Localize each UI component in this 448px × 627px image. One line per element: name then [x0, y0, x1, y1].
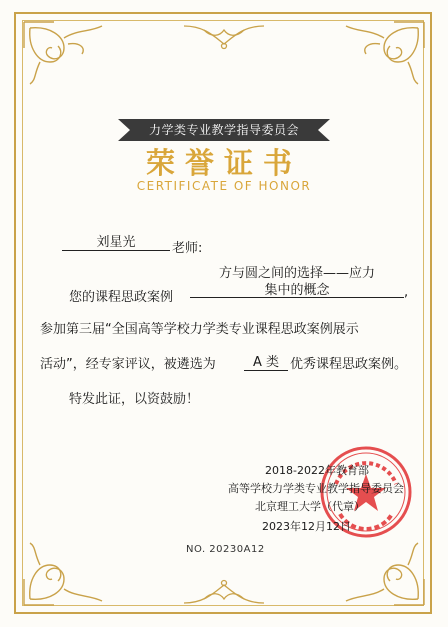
certificate-subtitle: CERTIFICATE OF HONOR: [136, 179, 312, 193]
certificate-number: NO. 20230A12: [186, 544, 265, 555]
grade-underline: [244, 370, 288, 371]
committee-banner-text: 力学类专业教学指导委员会: [148, 123, 299, 137]
event-line-1: 参加第三届“全国高等学校力学类专业课程思政案例展示: [40, 322, 359, 337]
issuer-committee: 高等学校力学类专业教学指导委员会: [228, 482, 404, 495]
case-title-line1: 方与圆之间的选择——应力: [218, 266, 375, 281]
corner-ornament-icon: [20, 18, 110, 88]
recipient-name: 刘星光: [96, 235, 136, 250]
case-title-line2: 集中的概念: [264, 283, 330, 298]
event-line-2-prefix: 活动”，经专家评议，被遴选为: [40, 357, 216, 372]
issue-date: 2023年12月12日: [262, 520, 351, 533]
committee-banner: [118, 119, 330, 141]
grade-value: A 类: [252, 355, 280, 370]
issuer-ministry: 2018-2022年教育部: [265, 464, 369, 477]
event-line-2-suffix: 优秀课程思政案例。: [290, 357, 408, 372]
closing-text: 特发此证，以资鼓励！: [69, 392, 200, 407]
corner-ornament-icon: [338, 539, 428, 609]
recipient-role: 老师:: [172, 241, 203, 256]
corner-ornament-icon: [338, 18, 428, 88]
top-ornament-icon: [174, 22, 274, 52]
case-underline: [190, 297, 404, 298]
issuer-university: 北京理工大学（代章）: [255, 500, 365, 513]
certificate-title: 荣誉证书: [145, 146, 302, 180]
case-prefix: 您的课程思政案例: [69, 290, 174, 305]
corner-ornament-icon: [20, 539, 110, 609]
bottom-ornament-icon: [174, 577, 274, 607]
name-underline: [62, 250, 170, 251]
case-line-comma: ,: [404, 285, 409, 300]
